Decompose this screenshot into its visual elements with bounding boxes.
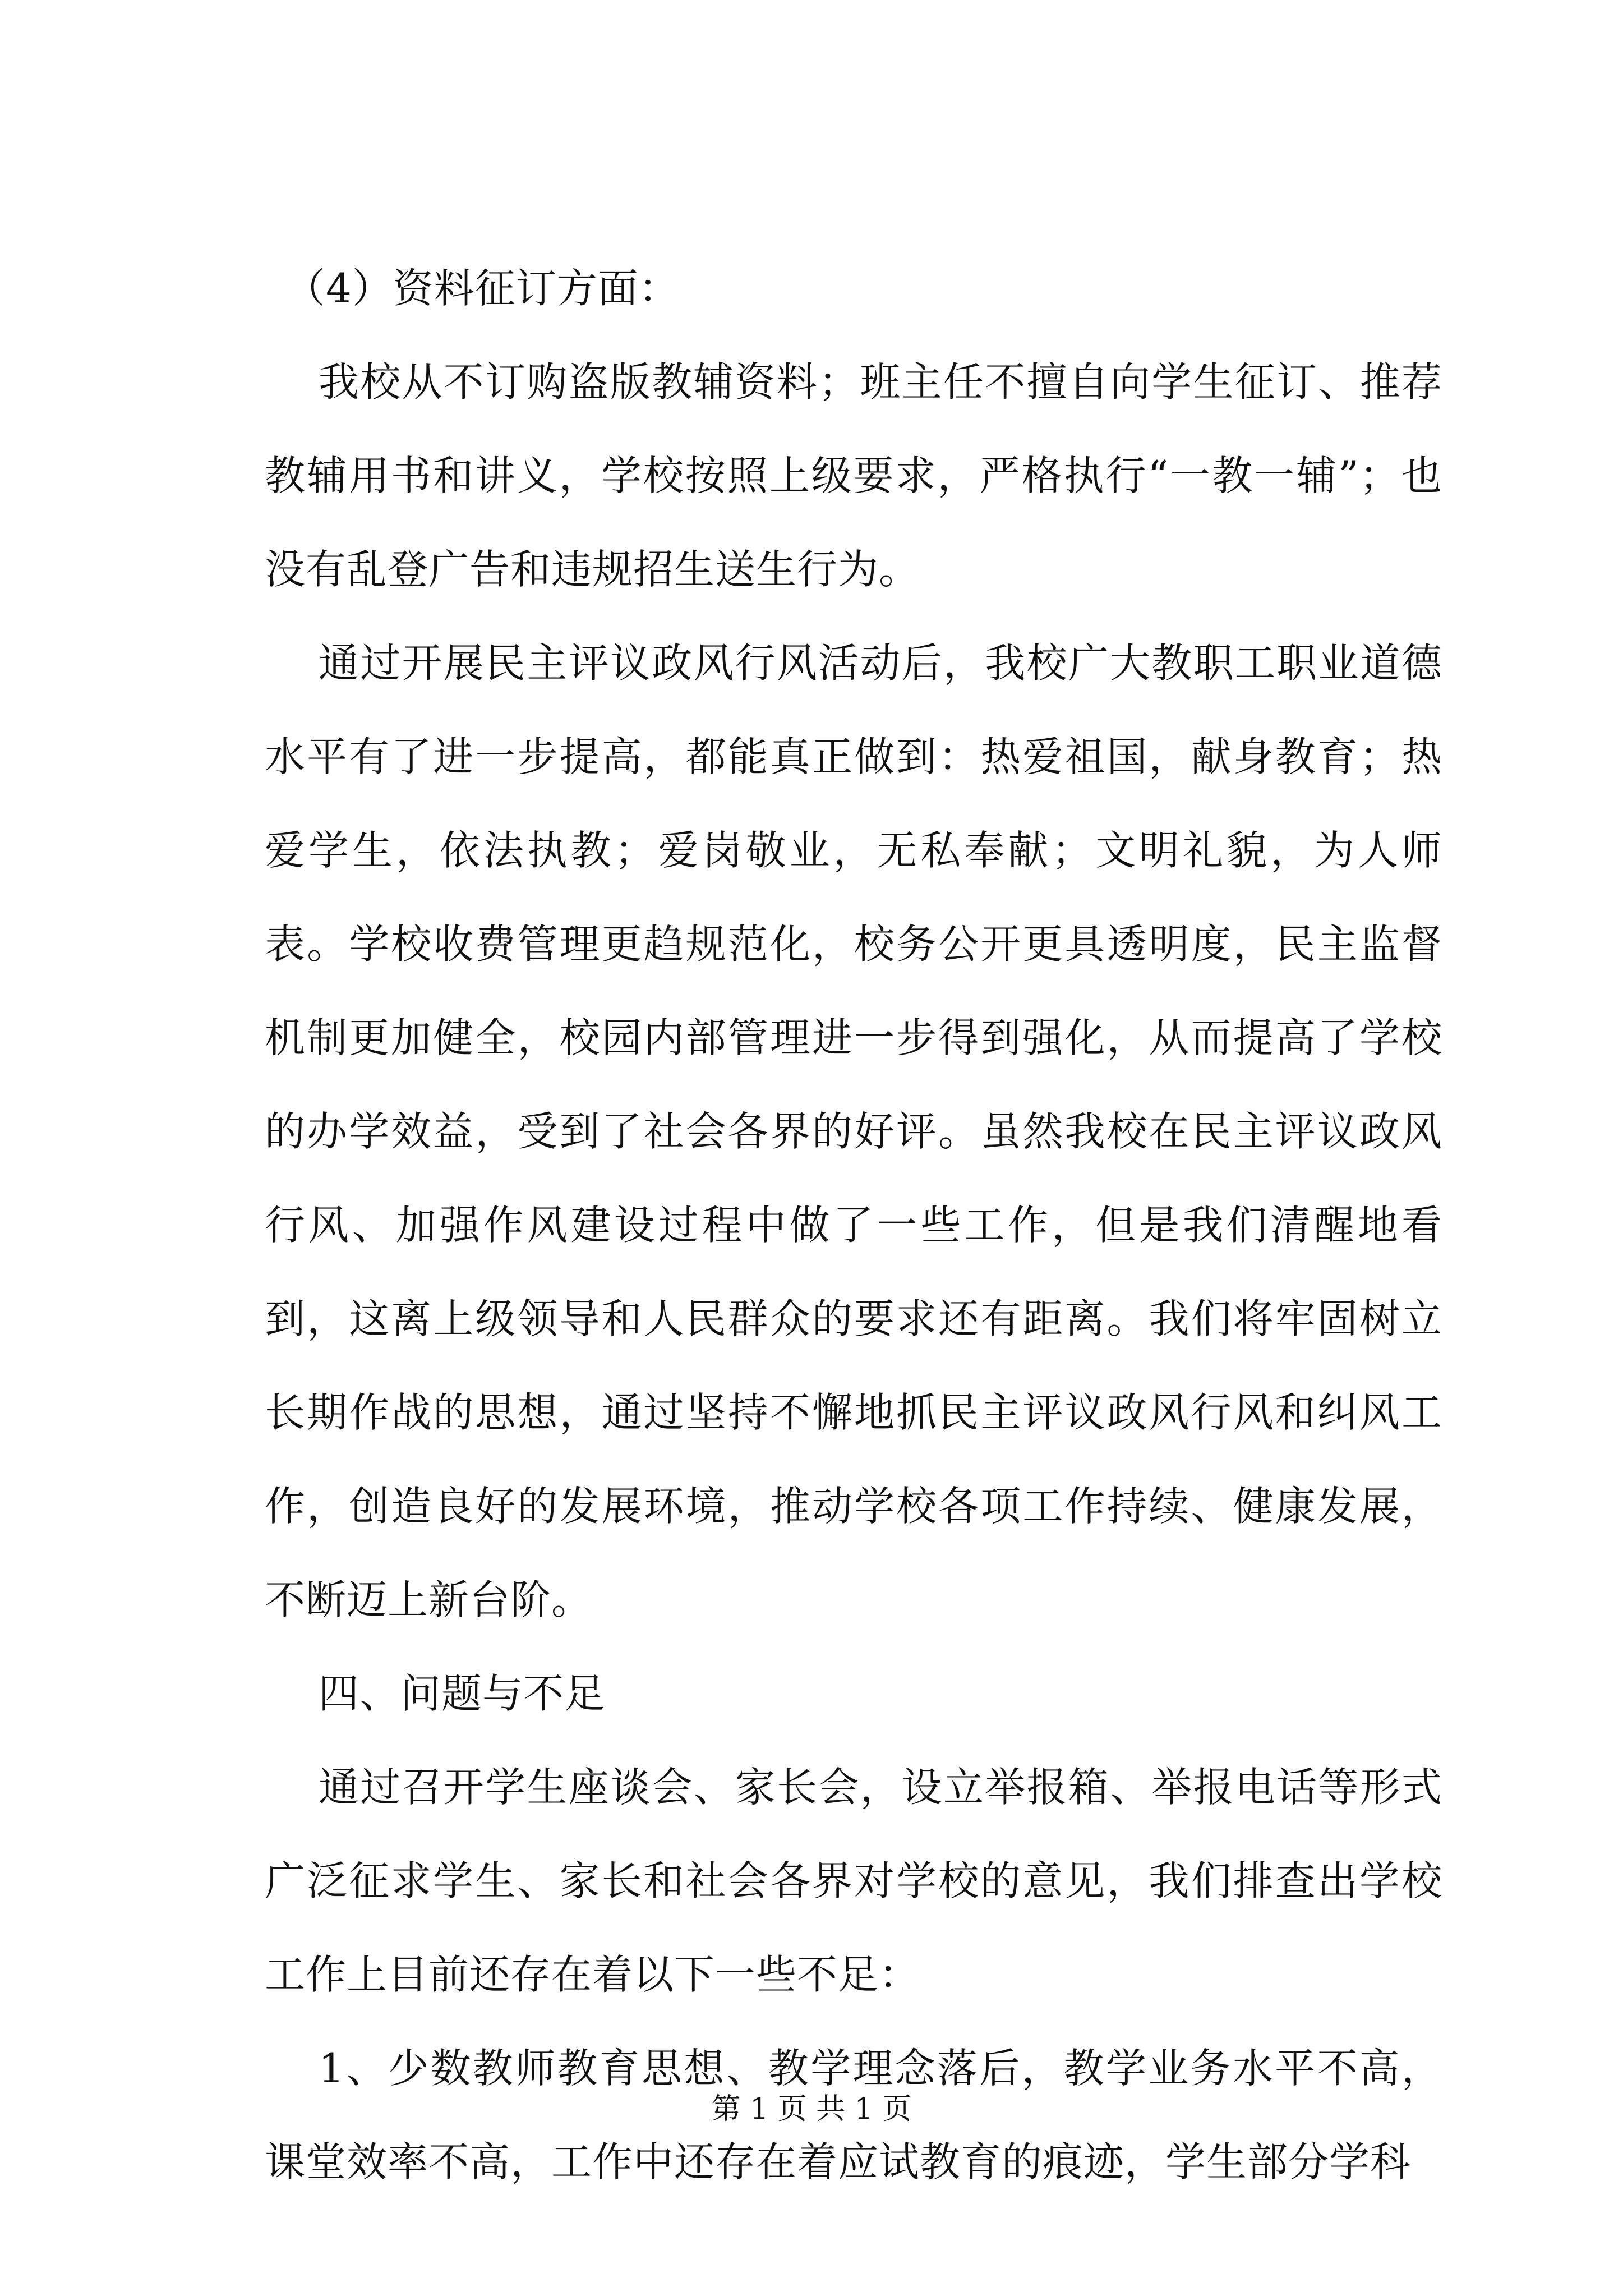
section-subheading-materials: （4）资料征订方面： bbox=[285, 265, 680, 312]
page-number-footer: 第 1 页 共 1 页 bbox=[711, 2092, 912, 2126]
paragraph-problem-1: 1、少数教师教育思想、教学理念落后，教学业务水平不高，课堂效率不高，工作中还存在着应试教育的痕迹，学生部分学科 bbox=[265, 2045, 1442, 2185]
paragraph-evaluation-results: 通过开展民主评议政风行风活动后，我校广大教职工职业道德水平有了进一步提高，都能真正做到：热爱祖国，献身教育；热爱学生，依法执教；爱岗敬业，无私奉献；文明礼貌，为人师表。学校收费管理更趋规范化，校务公开更具透明度，民主监督机制更加健全，校园内部管理进一步得到强化，从而提高了学校的办学效益，受到了社会各界的好评。虽然我校在民主评议政风行风、加强作风建设过程中做了一些工作，但是我们清醒地看到，这离上级领导和人民群众的要求还有距离。我们将牢固树立长期作战的思想，通过坚持不懈地抓民主评议政风行风和纠风工作，创造良好的发展环境，推动学校各项工作持续、健康发展，不断迈上新台阶。 bbox=[265, 639, 1442, 1623]
section-heading-problems: 四、问题与不足 bbox=[319, 1670, 606, 1717]
document-body bbox=[265, 242, 1442, 2209]
paragraph-problems-intro: 通过召开学生座谈会、家长会，设立举报箱、举报电话等形式广泛征求学生、家长和社会各界对学校的意见，我们排查出学校工作上目前还存在着以下一些不足： bbox=[265, 1764, 1442, 1998]
paragraph-materials-policy: 我校从不订购盗版教辅资料；班主任不擅自向学生征订、推荐教辅用书和讲义，学校按照上级要求，严格执行“一教一辅”；也没有乱登广告和违规招生送生行为。 bbox=[265, 358, 1442, 593]
